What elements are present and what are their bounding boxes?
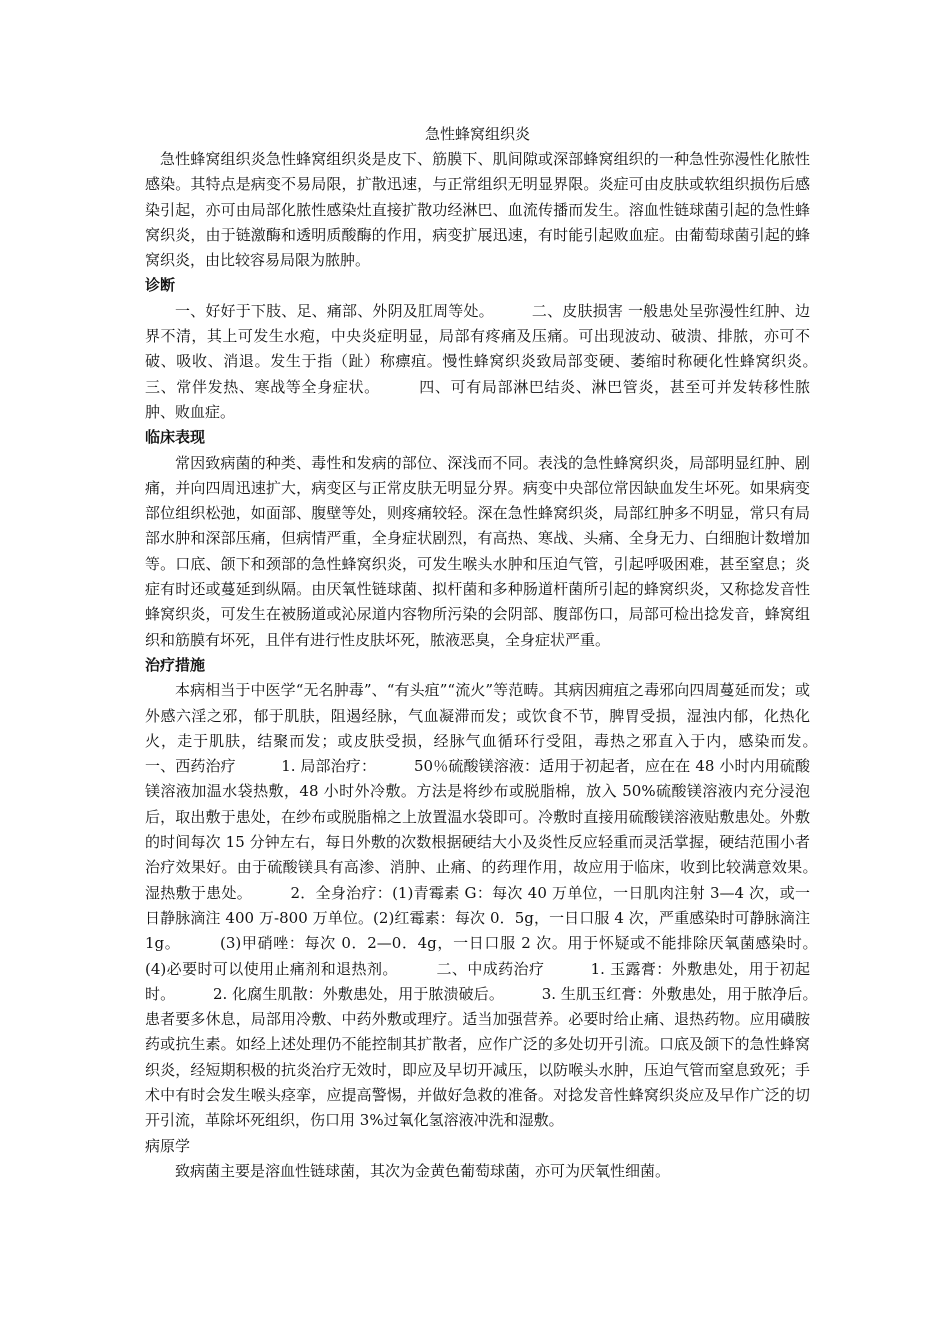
clinical-heading: 临床表现 xyxy=(145,428,206,447)
pathogen-heading: 病原学 xyxy=(145,1136,191,1155)
diagnosis-paragraph: 一、好好于下肢、足、痛部、外阴及肛周等处。 二、皮肤损害 一般患处呈弥漫性红肿、边界不清，其上可发生水疱，中央炎症明显，局部有疼痛及压痛。可出现波动、破溃、排脓，亦可不破、吸收、消退。发生于指（趾）称瘭疽。慢性蜂窝织炎致局部变硬、萎缩时称硬化性蜂窝织炎。 三、常伴发热、寒战等全身症状。 四、可有局部淋巴结炎、淋巴管炎，甚至可并发转移性脓肿、败血症。 xyxy=(145,301,856,421)
clinical-paragraph: 常因致病菌的种类、毒性和发病的部位、深浅而不同。表浅的急性蜂窝织炎，局部明显红肿、剧痛，并向四周迅速扩大，病变区与正常皮肤无明显分界。病变中央部位常因缺血发生坏死。如果病变部位组织松弛，如面部、腹壁等处，则疼痛较轻。深在急性蜂窝织炎，局部红肿多不明显，常只有局部水肿和深部压痛，但病情严重，全身症状剧烈，有高热、寒战、头痛、全身无力、白细胞计数增加等。口底、颌下和颈部的急性蜂窝织炎，可发生喉头水肿和压迫气管，引起呼吸困难，甚至窒息；炎症有时还或蔓延到纵隔。由厌氧性链球菌、拟杆菌和多种肠道杆菌所引起的蜂窝织炎，又称捻发音性蜂窝织炎，可发生在被肠道或沁尿道内容物所污染的会阴部、腹部伤口，局部可检出捻发音，蜂窝组织和筋膜有坏死，且伴有进行性皮肤坏死，脓液恶臭，全身症状严重。 xyxy=(145,453,810,649)
pathogen-paragraph: 致病菌主要是溶血性链球菌，其次为金黄色葡萄球菌，亦可为厌氧性细菌。 xyxy=(175,1161,671,1180)
document-title: 急性蜂窝组织炎 xyxy=(424,125,530,143)
document-page xyxy=(145,121,856,1184)
intro-paragraph: 急性蜂窝组织炎急性蜂窝组织炎是皮下、筋膜下、肌间隙或深部蜂窝组织的一种急性弥漫性化脓性感染。其特点是病变不易局限，扩散迅速，与正常组织无明显界限。炎症可由皮肤或软组织损伤后感染引起，亦可由局部化脓性感染灶直接扩散功经淋巴、血流传播而发生。溶血性链球菌引起的急性蜂窝织炎，由于链激酶和透明质酸酶的作用，病变扩展迅速，有时能引起败血症。由葡萄球菌引起的蜂窝织炎，由比较容易局限为脓肿。 xyxy=(145,150,810,270)
treatment-paragraph: 本病相当于中医学“无名肿毒”、“有头疽”“流火”等范畴。其病因痈疽之毒邪向四周蔓延而发；或外感六淫之邪，郁于肌肤，阻遏经脉，气血凝滞而发；或饮食不节，脾胃受损，湿浊内郁，化热化火，走于肌肤，结聚而发；或皮肤受损，经脉气血循环行受阻，毒热之邪直入于内，感染而发。 一、西药治疗 1. 局部治疗： 50％硫酸镁溶液：适用于初起者，应在在 48 小时内用硫酸镁溶液加温水袋热敷，48 小时外冷敷。方法是将纱布或脱脂棉，放入 50%硫酸镁溶液内充分浸泡后，取出敷于患处，在纱布或脱脂棉之上放置温水袋即可。冷敷时直接用硫酸镁溶液贴敷患处。外敷的时间每次 15 分钟左右，每日外敷的次数根据硬结大小及炎性反应轻重而灵活掌握，硬结范围小者治疗效果好。由于硫酸镁具有高渗、消肿、止痛、的药理作用，故应用于临床，收到比较满意效果。 湿热敷于患处。 2．全身治疗：(1)青霉素 G：每次 40 万单位，一日肌肉注射 3—4 次，或一日静脉滴注 400 万-800 万单位。(2)红霉素：每次 0．5g，一日口服 4 次，严重感染时可静脉滴注 1g。 (3)甲硝唑：每次 0．2—0．4g，一日口服 2 次。用于怀疑或不能排除厌氧菌感染时。 (4)必要时可以使用止痛剂和退热剂。 二、中成药治疗 1. 玉露膏：外敷患处，用于初起时。 2. 化腐生肌散：外敷患处，用于脓溃破后。 3. 生肌玉红膏：外敷患处，用于脓净后。 患者要多休息，局部用冷敷、中药外敷或理疗。适当加强营养。必要时给止痛、退热药物。应用磺胺药或抗生素。如经上述处理仍不能控制其扩散者，应作广泛的多处切开引流。口底及颌下的急性蜂窝织炎，经短期积极的抗炎治疗无效时，即应及早切开减压，以防喉头水肿，压迫气管而窒息致死；手术中有时会发生喉头痉挛，应提高警惕，并做好急救的准备。对捻发音性蜂窝织炎应及早作广泛的切开引流，革除坏死组织，伤口用 3%过氧化氢溶液冲洗和湿敷。 xyxy=(145,681,856,1130)
diagnosis-heading: 诊断 xyxy=(145,276,176,295)
treatment-heading: 治疗措施 xyxy=(145,655,206,674)
